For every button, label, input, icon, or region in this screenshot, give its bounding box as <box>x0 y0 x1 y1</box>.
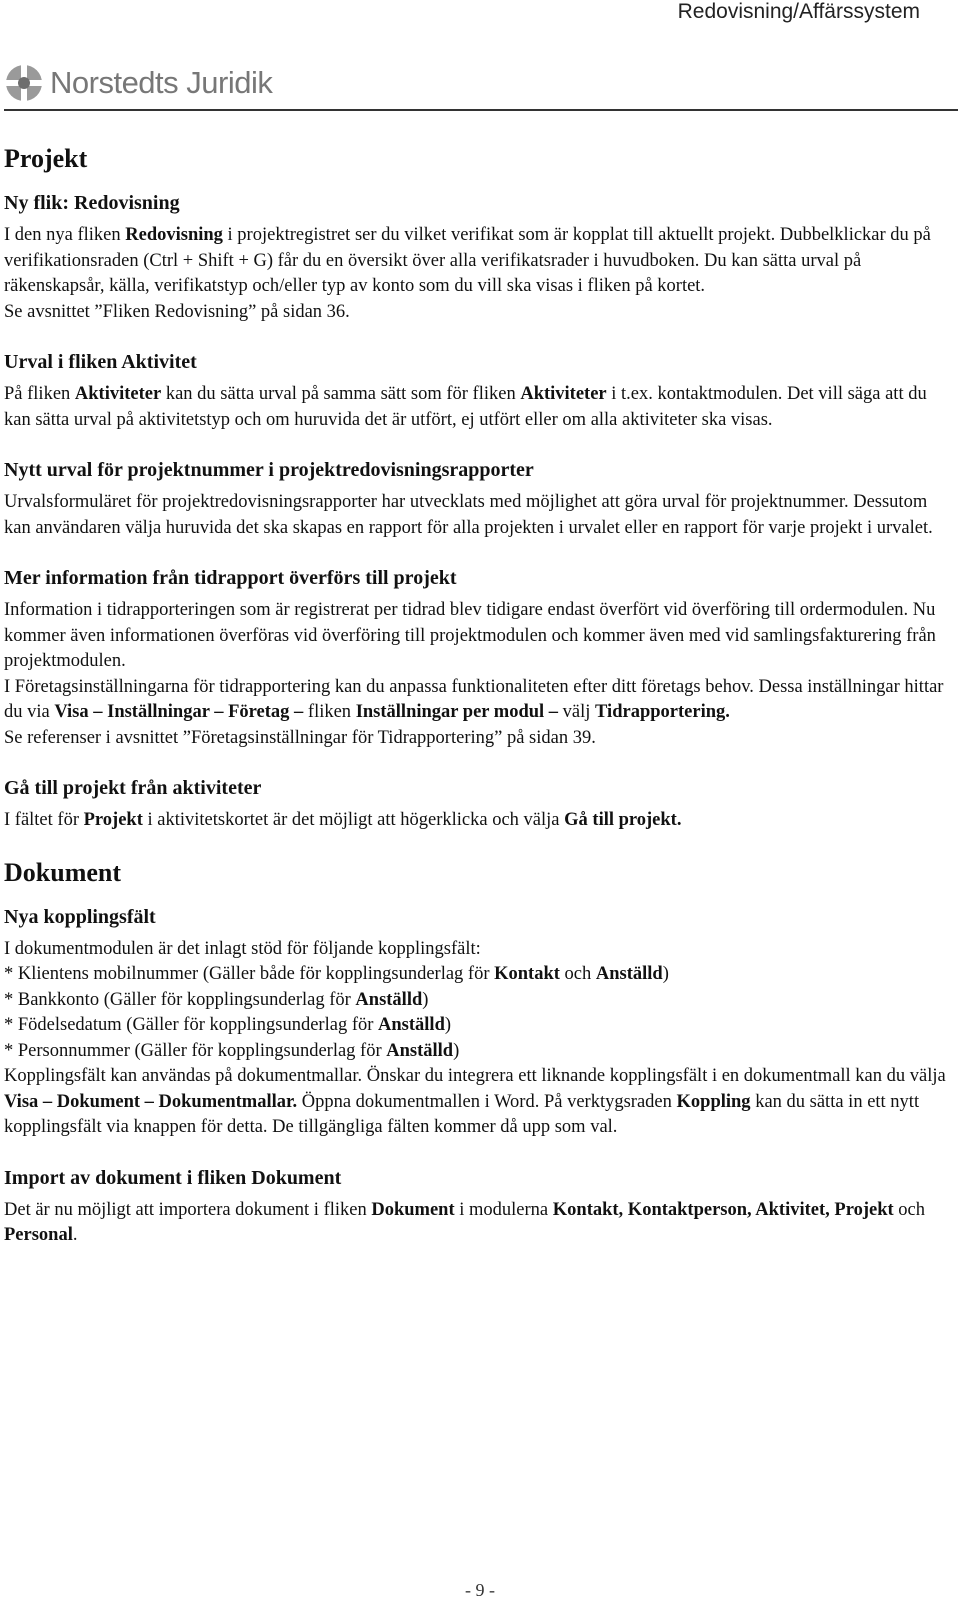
list-item: * Personnummer (Gäller för kopplingsunderlag för Anställd) <box>4 1040 460 1061</box>
section-title-projekt: Projekt <box>4 144 88 173</box>
norstedts-logo-icon <box>4 63 44 103</box>
subsection-title-tidrapport: Mer information från tidrapport överförs till projekt <box>4 567 457 589</box>
list-item: * Födelsedatum (Gäller för kopplingsunderlag för Anställd) <box>4 1015 452 1035</box>
paragraph: I dokumentmodulen är det inlagt stöd för följande kopplingsfält: <box>4 938 481 959</box>
subsection-title-kopplingsfalt: Nya kopplingsfält <box>4 905 156 928</box>
subsection-title-import: Import av dokument i fliken Dokument <box>4 1166 342 1189</box>
paragraph: I Företagsinställningarna för tidrapportering kan du anpassa funktionaliteten efter ditt företags behov. Dessa inställningar hittar du via Visa – Inställningar – Företag – fliken Inställningar per modul – välj Tidrapportering. <box>4 676 944 722</box>
subsection-title-projektnummer: Nytt urval för projektnummer i projektredovisningsrapporter <box>4 459 534 481</box>
publisher-logo <box>4 62 272 104</box>
section-title-dokument: Dokument <box>4 857 122 887</box>
document-body <box>4 132 954 1249</box>
subsection-title-redovisning: Ny flik: Redovisning <box>4 192 180 214</box>
paragraph: I fältet för Projekt i aktivitetskortet är det möjligt att högerklicka och välja Gå till projekt. <box>4 810 682 830</box>
list-item: * Klientens mobilnummer (Gäller både för kopplingsunderlag för Kontakt och Anställd) <box>4 964 669 984</box>
paragraph: I den nya fliken Redovisning i projektregistret ser du vilket verifikat som är kopplat till aktuellt projekt. Dubbelklickar du på verifikationsraden (Ctrl + Shift + G) får du en översikt över alla verifikatsrader i huvudboken. Du kan sätta urval på räkenskapsår, källa, verifikatstyp och/eller typ av konto som du vill ska visas i fliken på kortet. <box>4 225 931 296</box>
subsection-title-gatill: Gå till projekt från aktiviteter <box>4 777 262 799</box>
page-number: - 9 - <box>465 1580 495 1600</box>
paragraph-reference: Se referenser i avsnittet ”Företagsinställningar för Tidrapportering” på sidan 39. <box>4 727 596 748</box>
list-item: * Bankkonto (Gäller för kopplingsunderlag för Anställd) <box>4 989 429 1010</box>
paragraph: Information i tidrapporteringen som är registrerat per tidrad blev tidigare endast överfört vid överföring till ordermodulen. Nu kommer även informationen överföras vid överföring till projektmodulen och kommer även med vid samlingsfakturering från projektmodulen. <box>4 600 936 671</box>
logo-text: Norstedts Juridik <box>50 65 273 100</box>
paragraph: På fliken Aktiviteter kan du sätta urval på samma sätt som för fliken Aktiviteter i t.ex. kontaktmodulen. Det vill säga att du kan sätta urval på aktivitetstyp och om huruvida det är utfört, ej utfört eller om alla aktiviteter ska visas. <box>4 384 927 430</box>
paragraph: Kopplingsfält kan användas på dokumentmallar. Önskar du integrera ett liknande kopplingsfält i en dokumentmall kan du välja Visa – Dokument – Dokumentmallar. Öppna dokumentmallen i Word. På verktygsraden Koppling kan du sätta in ett nytt kopplingsfält via knappen för detta. De tillgängliga fälten kommer då upp som val. <box>4 1066 946 1137</box>
header-divider <box>4 109 958 111</box>
paragraph: Det är nu möjligt att importera dokument i fliken Dokument i modulerna Kontakt, Kontaktperson, Aktivitet, Projekt och Personal. <box>4 1199 925 1245</box>
subsection-title-aktivitet: Urval i fliken Aktivitet <box>4 351 197 373</box>
paragraph: Urvalsformuläret för projektredovisningsrapporter har utvecklats med möjlighet att göra urval för projektnummer. Dessutom kan användaren välja huruvida det ska skapas en rapport för alla projekten i urvalet eller en rapport för varje projekt i urvalet. <box>4 492 933 538</box>
document-header-title: Redovisning/Affärssystem <box>677 0 920 23</box>
paragraph-reference: Se avsnittet ”Fliken Redovisning” på sidan 36. <box>4 301 350 322</box>
